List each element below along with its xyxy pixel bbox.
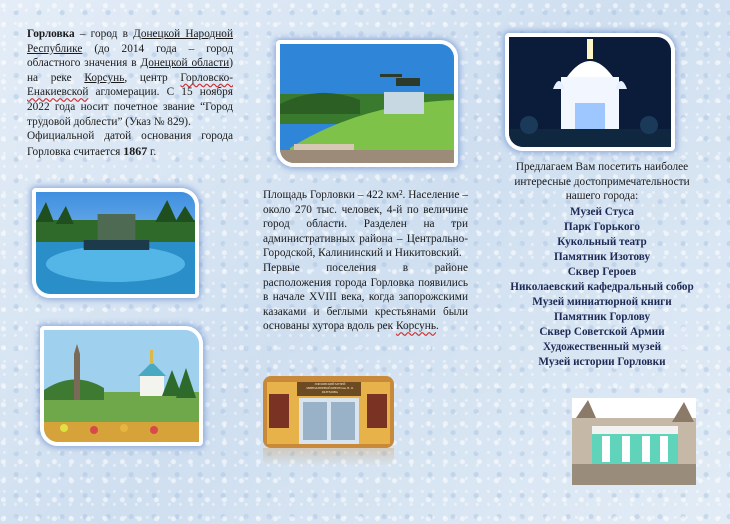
- link-korsun-river[interactable]: Корсунь: [84, 71, 125, 84]
- area-paragraph: Площадь Горловки – 422 км². Население – около 270 тыс. человек, 4-й по величине город области. Разделен на три административных района – Центрально-Городской, Калининский и Никитовский. Первые поселения в районе расположения города Горловка появились в начале XVIII века, когда запорожскими казаками и беглыми крестьянами были основаны хутора вдоль рек Корсунь.: [263, 189, 468, 333]
- attraction-item: Парк Горького: [564, 220, 640, 233]
- founding-year: 1867: [123, 143, 148, 158]
- link-donetsk-oblast[interactable]: Донецкой области: [140, 57, 230, 70]
- attractions-list: [496, 160, 708, 370]
- museum-sign: ГОРЛОВСКИЙ МУЗЕЙ МИНИАТЮРНОЙ КНИГИ им. В. О. РАЗУМОВА: [306, 382, 354, 394]
- intro-paragraph: Горловка – город в Донецкой Народной Республике (до 2014 года – город областного значения в Донецкой области) на реке Корсунь, центр Горловско-Енакиевской агломерации. С 15 ноября 2022 года носит почетное звание “Город трудовой доблести” (Указ № 829). Официальной датой основания города Горловка считается 1867 г.: [27, 28, 233, 158]
- attraction-item: Сквер Героев: [567, 265, 637, 278]
- cathedral-photo: [505, 33, 675, 151]
- founding-text: Официальной датой основания города Горловка считается: [27, 130, 233, 158]
- attraction-item: Памятник Изотову: [553, 250, 651, 263]
- attraction-item: Памятник Горлову: [553, 310, 651, 323]
- link-korsun[interactable]: Корсунь: [395, 320, 436, 333]
- attraction-item: Музей миниатюрной книги: [532, 295, 672, 308]
- attraction-item: Художественный музей: [542, 340, 662, 353]
- attraction-item: Кукольный театр: [557, 235, 647, 248]
- memorial-photo: [40, 326, 203, 446]
- attraction-item: Николаевский кафедральный собор: [510, 280, 694, 293]
- attraction-item: Музей Стуса: [570, 205, 634, 218]
- fountain-photo: [32, 188, 199, 298]
- attraction-item: Музей истории Горловки: [538, 355, 666, 368]
- attractions-intro: Предлагаем Вам посетить наиболее интересные достопримечательности нашего города:: [514, 161, 690, 203]
- link-dpr[interactable]: Донецкой Народной Республике: [27, 28, 233, 55]
- tank-monument-photo: [276, 40, 458, 167]
- city-name: Горловка: [27, 28, 75, 40]
- park-gate-photo: [572, 398, 696, 485]
- museum-reflection: [263, 448, 394, 466]
- link-agglomeration[interactable]: Горловско-Енакиевской: [27, 71, 233, 99]
- attraction-item: Сквер Советской Армии: [539, 325, 665, 338]
